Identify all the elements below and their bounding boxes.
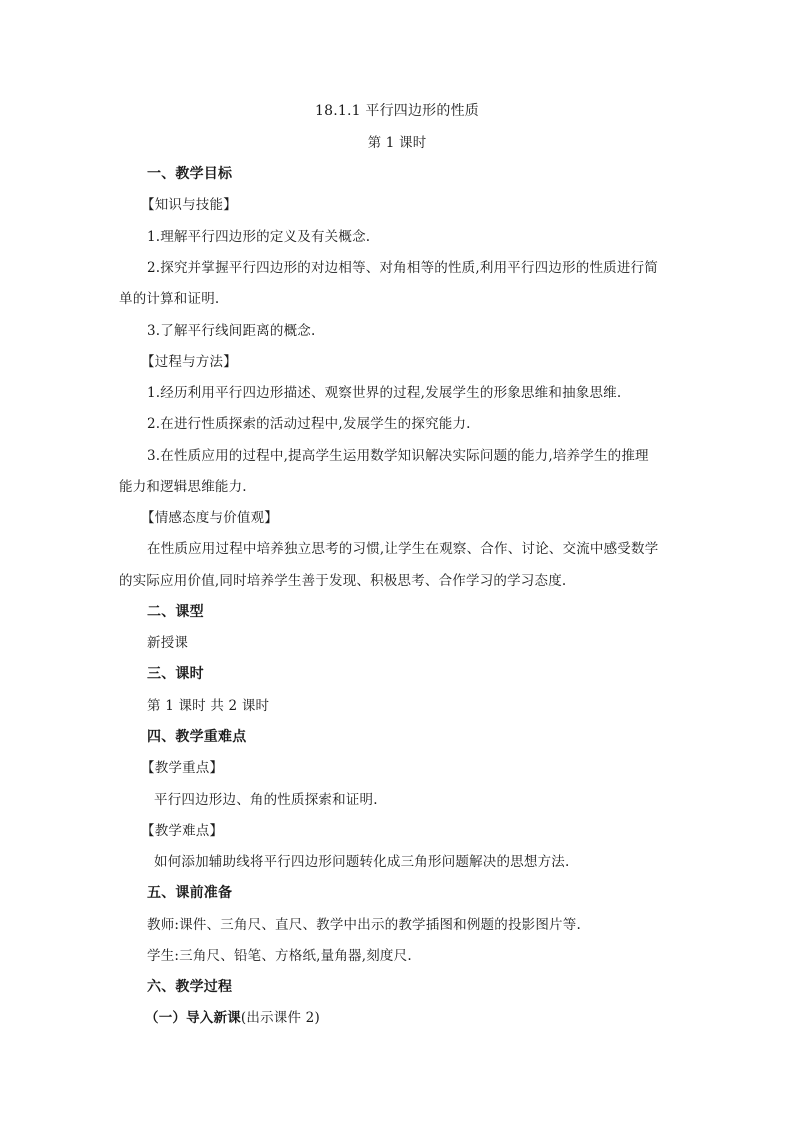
paragraph-k3: 3.了解平行线间距离的概念. bbox=[147, 323, 316, 339]
paragraph-k1: 1.理解平行四边形的定义及有关概念. bbox=[147, 229, 371, 245]
paragraph-difficulty: 如何添加辅助线将平行四边形问题转化成三角形问题解决的思想方法. bbox=[154, 854, 570, 870]
subheading-process: 【过程与方法】 bbox=[141, 354, 237, 370]
subheading-emotion: 【情感态度与价值观】 bbox=[141, 510, 278, 526]
paragraph-p3-line2: 能力和逻辑思维能力. bbox=[119, 479, 247, 495]
section-heading-keypoints: 四、教学重难点 bbox=[147, 729, 247, 745]
section-heading-hours: 三、课时 bbox=[147, 666, 204, 682]
paragraph-type: 新授课 bbox=[147, 635, 189, 651]
paragraph-hours: 第 1 课时 共 2 课时 bbox=[147, 698, 270, 714]
paragraph-k2-line1: 2.探究并掌握平行四边形的对边相等、对角相等的性质,利用平行四边形的性质进行简 bbox=[147, 260, 658, 276]
paragraph-student: 学生:三角尺、铅笔、方格纸,量角器,刻度尺. bbox=[147, 948, 412, 964]
paragraph-teacher: 教师:课件、三角尺、直尺、教学中出示的教学插图和例题的投影图片等. bbox=[147, 917, 581, 933]
subheading-difficulty: 【教学难点】 bbox=[141, 823, 224, 839]
intro-lead: （一）导入新课 bbox=[145, 1010, 241, 1026]
paragraph-p1: 1.经历利用平行四边形描述、观察世界的过程,发展学生的形象思维和抽象思维. bbox=[147, 385, 622, 401]
subheading-knowledge: 【知识与技能】 bbox=[141, 197, 237, 213]
section-heading-preparation: 五、课前准备 bbox=[147, 885, 233, 901]
paragraph-key: 平行四边形边、角的性质探索和证明. bbox=[154, 792, 378, 808]
document-title: 18.1.1 平行四边形的性质 bbox=[315, 103, 479, 119]
paragraph-p3-line1: 3.在性质应用的过程中,提高学生运用数学知识解决实际问题的能力,培养学生的推理 bbox=[147, 448, 649, 464]
paragraph-e1-line1: 在性质应用过程中培养独立思考的习惯,让学生在观察、合作、讨论、交流中感受数学 bbox=[147, 541, 659, 557]
section-heading-process: 六、教学过程 bbox=[147, 979, 233, 995]
paragraph-p2: 2.在进行性质探索的活动过程中,发展学生的探究能力. bbox=[147, 416, 471, 432]
paragraph-intro bbox=[145, 1008, 320, 1028]
section-heading-goals: 一、教学目标 bbox=[147, 166, 233, 182]
section-heading-type: 二、课型 bbox=[147, 604, 204, 620]
subheading-key: 【教学重点】 bbox=[141, 760, 224, 776]
paragraph-k2-line2: 单的计算和证明. bbox=[119, 291, 220, 307]
paragraph-e1-line2: 的实际应用价值,同时培养学生善于发现、积极思考、合作学习的学习态度. bbox=[119, 573, 567, 589]
intro-tail: (出示课件 2) bbox=[240, 1010, 320, 1026]
document-subtitle: 第 1 课时 bbox=[367, 135, 427, 151]
